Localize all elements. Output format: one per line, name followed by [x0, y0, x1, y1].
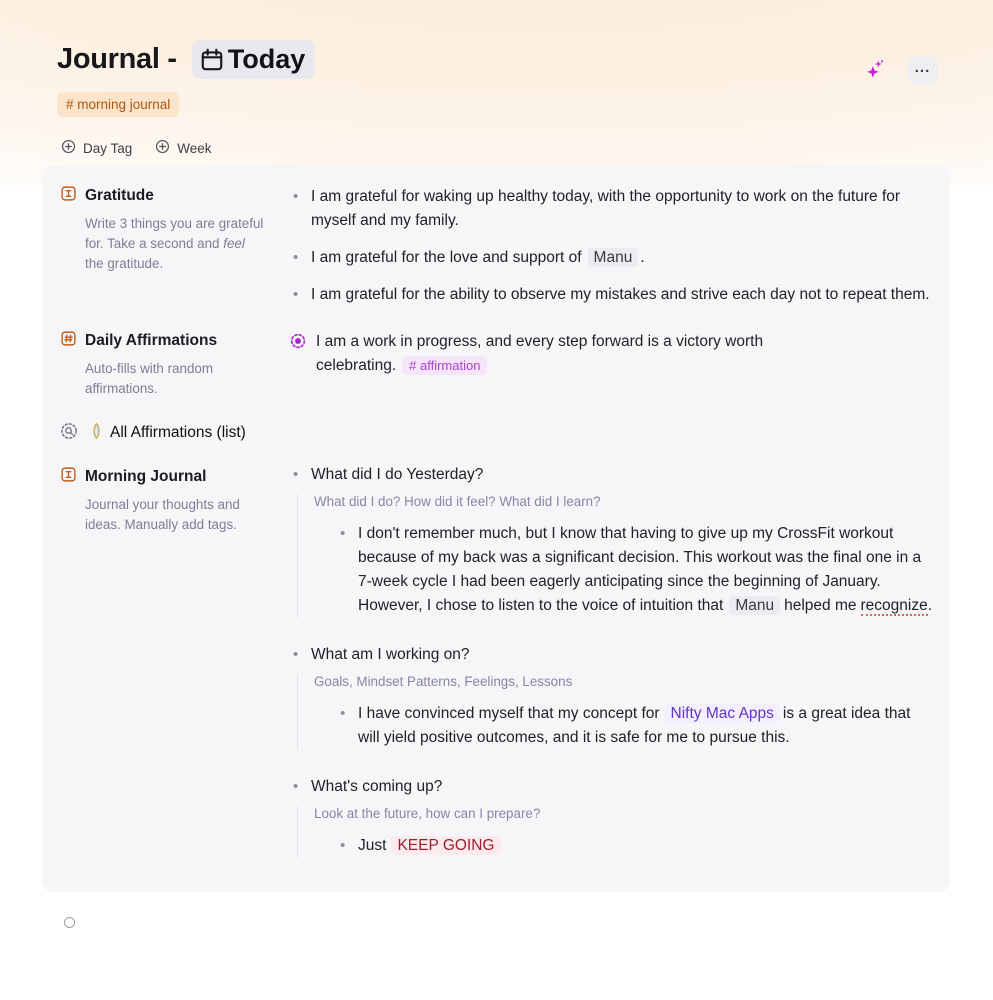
gratitude-title: Gratitude: [85, 187, 154, 204]
week-label: Week: [177, 140, 212, 156]
morning-journal-section: [60, 466, 934, 858]
prompt-yesterday: What did I do? How did it feel? What did I learn?: [314, 493, 601, 509]
gratitude-field-label: [60, 185, 265, 307]
morning-journal-tag[interactable]: # morning journal: [57, 92, 179, 117]
qa-body-coming-up: [297, 806, 934, 858]
question-yesterday[interactable]: • What did I do Yesterday?: [290, 466, 934, 484]
qa-body-working-on: [297, 674, 934, 750]
question-working-on[interactable]: • What am I working on?: [290, 646, 934, 664]
sparkles-icon: [865, 59, 885, 82]
tag-row: [57, 92, 936, 117]
morning-journal-description: Journal your thoughts and ideas. Manually add tags.: [85, 496, 240, 532]
plus-circle-icon: [155, 139, 170, 157]
add-block-circle[interactable]: [64, 917, 75, 928]
gratitude-desc-em: feel: [223, 235, 245, 251]
daily-affirmations-section: [60, 330, 934, 399]
gratitude-description: [85, 214, 265, 273]
daily-affirmations-description: Auto-fills with random affirmations.: [85, 361, 214, 396]
title-row: [57, 40, 936, 79]
list-item[interactable]: [290, 246, 934, 270]
date-chip-label: Today: [227, 44, 306, 74]
add-day-tag-button[interactable]: [61, 139, 132, 157]
calendar-icon: [199, 47, 225, 73]
affirmation-tag-chip[interactable]: # affirmation: [402, 356, 487, 375]
qa-body-yesterday: [297, 494, 934, 618]
morning-journal-title: Morning Journal: [85, 467, 207, 485]
answer-list-yesterday: [337, 522, 934, 618]
page-title: Journal -: [57, 43, 177, 75]
text-field-icon: [60, 466, 77, 488]
gratitude-section: [60, 185, 934, 307]
answer-yesterday-post: .: [927, 596, 933, 614]
affirmation-text: I am a work in progress, and every step forward is a victory worth celebrating.: [316, 333, 764, 375]
page-header: [0, 0, 993, 117]
daily-affirmations-field-label: [60, 330, 265, 399]
gratitude-desc-pre: Write 3 things you are grateful for. Take a second and: [85, 216, 264, 251]
quick-add-toolbar: [61, 139, 993, 157]
list-item[interactable]: [290, 283, 934, 307]
affirmation-result[interactable]: [290, 330, 934, 399]
answer-coming-up-pre: Just: [358, 836, 387, 854]
qa-group-coming-up: [290, 778, 934, 858]
add-week-button[interactable]: [155, 139, 211, 157]
query-settings-icon[interactable]: [60, 422, 78, 445]
all-affirmations-title: All Affirmations (list): [110, 424, 246, 442]
ai-sparkle-button[interactable]: [863, 57, 887, 84]
gratitude-list: [290, 185, 934, 307]
gratitude-item-2-pre: I am grateful for the love and support of: [311, 249, 582, 267]
object-link-nifty-mac-apps[interactable]: Nifty Mac Apps: [665, 704, 780, 723]
affirmation-text-wrap: [316, 330, 934, 399]
answer-yesterday-mid: helped me: [784, 596, 857, 614]
daily-note-card: [42, 165, 950, 892]
more-options-button[interactable]: [907, 56, 938, 84]
misspelled-word: recognize: [860, 596, 928, 614]
answer-list-coming-up: [337, 834, 934, 858]
question-coming-up[interactable]: • What's coming up?: [290, 778, 934, 796]
all-affirmations-row[interactable]: [60, 422, 934, 445]
morning-journal-field-label: [60, 466, 265, 858]
morning-journal-content: [290, 466, 934, 858]
daily-affirmations-title: Daily Affirmations: [85, 332, 218, 350]
answer-list-working-on: [337, 702, 934, 750]
answer-working-pre: I have convinced myself that my concept for: [358, 704, 660, 722]
gratitude-item-2-post: .: [640, 249, 645, 267]
gratitude-desc-post: the gratitude.: [85, 255, 164, 271]
answer-yesterday-pre: I don't remember much, but I know that having to give up my CrossFit workout because of my back was a significant decision. This workout was the final one in a 7-week cycle I had been eagerly anticipating since the beginning of January. However, I chose to listen to the voice of intuition that: [358, 524, 922, 614]
qa-group-yesterday: [290, 466, 934, 618]
gratitude-item-1: I am grateful for waking up healthy today, with the opportunity to work on the future for myself and my family.: [311, 188, 901, 230]
gratitude-item-3: I am grateful for the ability to observe my mistakes and strive each day not to repeat them.: [311, 286, 930, 304]
prompt-working-on: Goals, Mindset Patterns, Feelings, Lessons: [314, 673, 573, 689]
ellipsis-icon: ...: [914, 58, 931, 76]
mention-chip-manu[interactable]: Manu: [729, 596, 780, 615]
live-query-icon: [290, 333, 306, 399]
affirmation-object-icon: [89, 422, 104, 445]
list-item[interactable]: [337, 834, 934, 858]
today-date-chip[interactable]: [192, 40, 316, 79]
text-field-icon: [60, 185, 77, 207]
list-item[interactable]: [337, 522, 934, 618]
answer-working-post: is a great idea that will yield positive outcomes, and it is safe for me to pursue this.: [358, 704, 911, 746]
qa-group-working-on: [290, 646, 934, 750]
keep-going-highlight[interactable]: KEEP GOING: [391, 836, 500, 855]
plus-circle-icon: [61, 139, 76, 157]
list-item[interactable]: [337, 702, 934, 750]
prompt-coming-up: Look at the future, how can I prepare?: [314, 805, 541, 821]
header-actions: [863, 56, 938, 84]
hashtag-field-icon: [60, 330, 77, 352]
day-tag-label: Day Tag: [83, 140, 133, 156]
mention-chip-manu[interactable]: Manu: [588, 248, 639, 267]
list-item[interactable]: [290, 185, 934, 233]
